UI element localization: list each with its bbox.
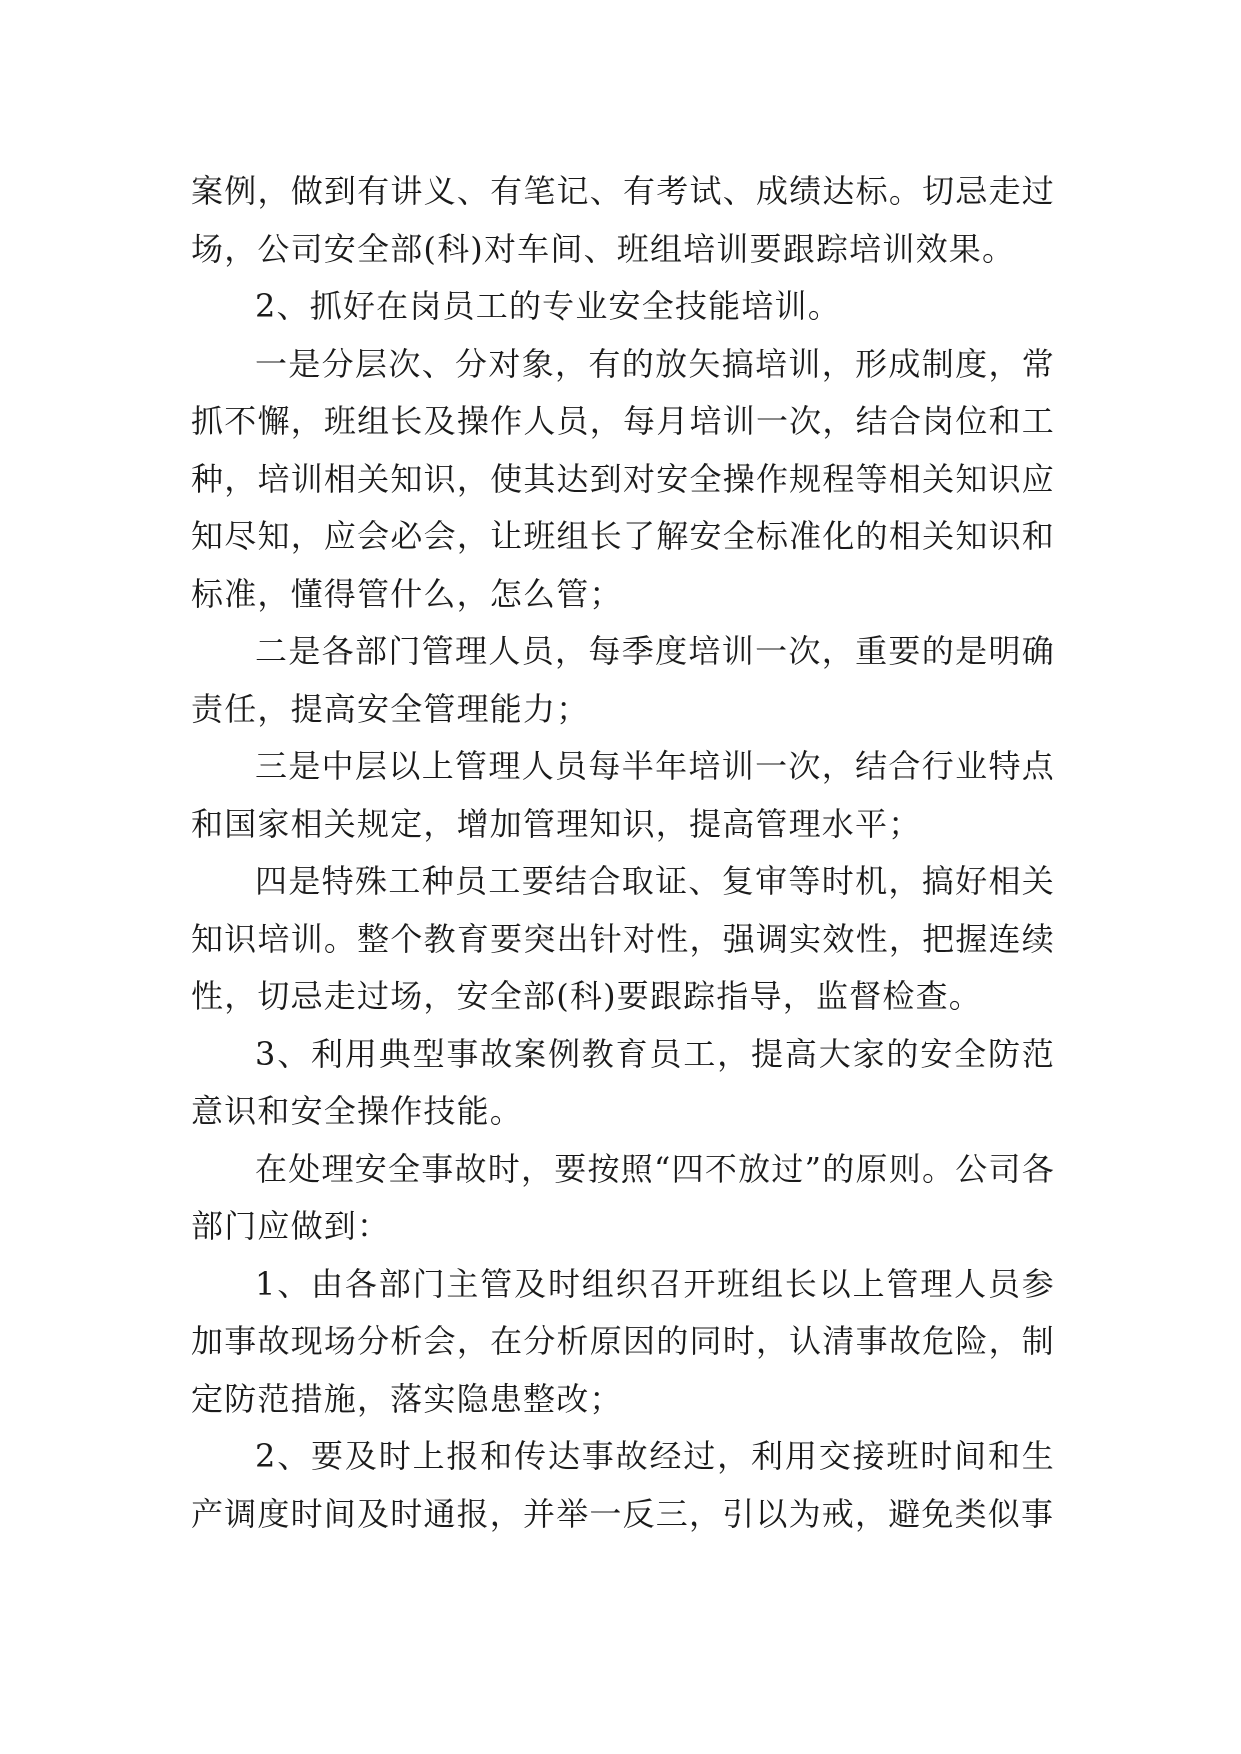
paragraph-9: 1、由各部门主管及时组织召开班组长以上管理人员参加事故现场分析会，在分析原因的同时，认清事故危险，制定防范措施，落实隐患整改； <box>191 1264 1055 1418</box>
paragraph-4: 二是各部门管理人员，每季度培训一次，重要的是明确责任，提高安全管理能力； <box>191 632 1055 728</box>
paragraph-3: 一是分层次、分对象，有的放矢搞培训，形成制度，常抓不懈，班组长及操作人员，每月培训一次，结合岗位和工种，培训相关知识，使其达到对安全操作规程等相关知识应知尽知，应会必会，让班组长了解安全标准化的相关知识和标准，懂得管什么，怎么管； <box>191 344 1055 613</box>
paragraph-1: 案例，做到有讲义、有笔记、有考试、成绩达标。切忌走过场，公司安全部(科)对车间、班组培训要跟踪培训效果。 <box>191 172 1055 268</box>
paragraph-8: 在处理安全事故时，要按照“四不放过”的原则。公司各部门应做到： <box>191 1149 1055 1245</box>
paragraph-6: 四是特殊工种员工要结合取证、复审等时机，搞好相关知识培训。整个教育要突出针对性，强调实效性，把握连续性，切忌走过场，安全部(科)要跟踪指导，监督检查。 <box>191 862 1055 1015</box>
paragraph-5: 三是中层以上管理人员每半年培训一次，结合行业特点和国家相关规定，增加管理知识，提高管理水平； <box>191 747 1055 843</box>
paragraph-10: 2、要及时上报和传达事故经过，利用交接班时间和生产调度时间及时通报，并举一反三，引以为戒，避免类似事 <box>191 1437 1055 1533</box>
paragraph-2: 2、抓好在岗员工的专业安全技能培训。 <box>255 287 841 325</box>
document-body <box>191 163 1055 1543</box>
paragraph-7: 3、利用典型事故案例教育员工，提高大家的安全防范意识和安全操作技能。 <box>191 1034 1055 1130</box>
